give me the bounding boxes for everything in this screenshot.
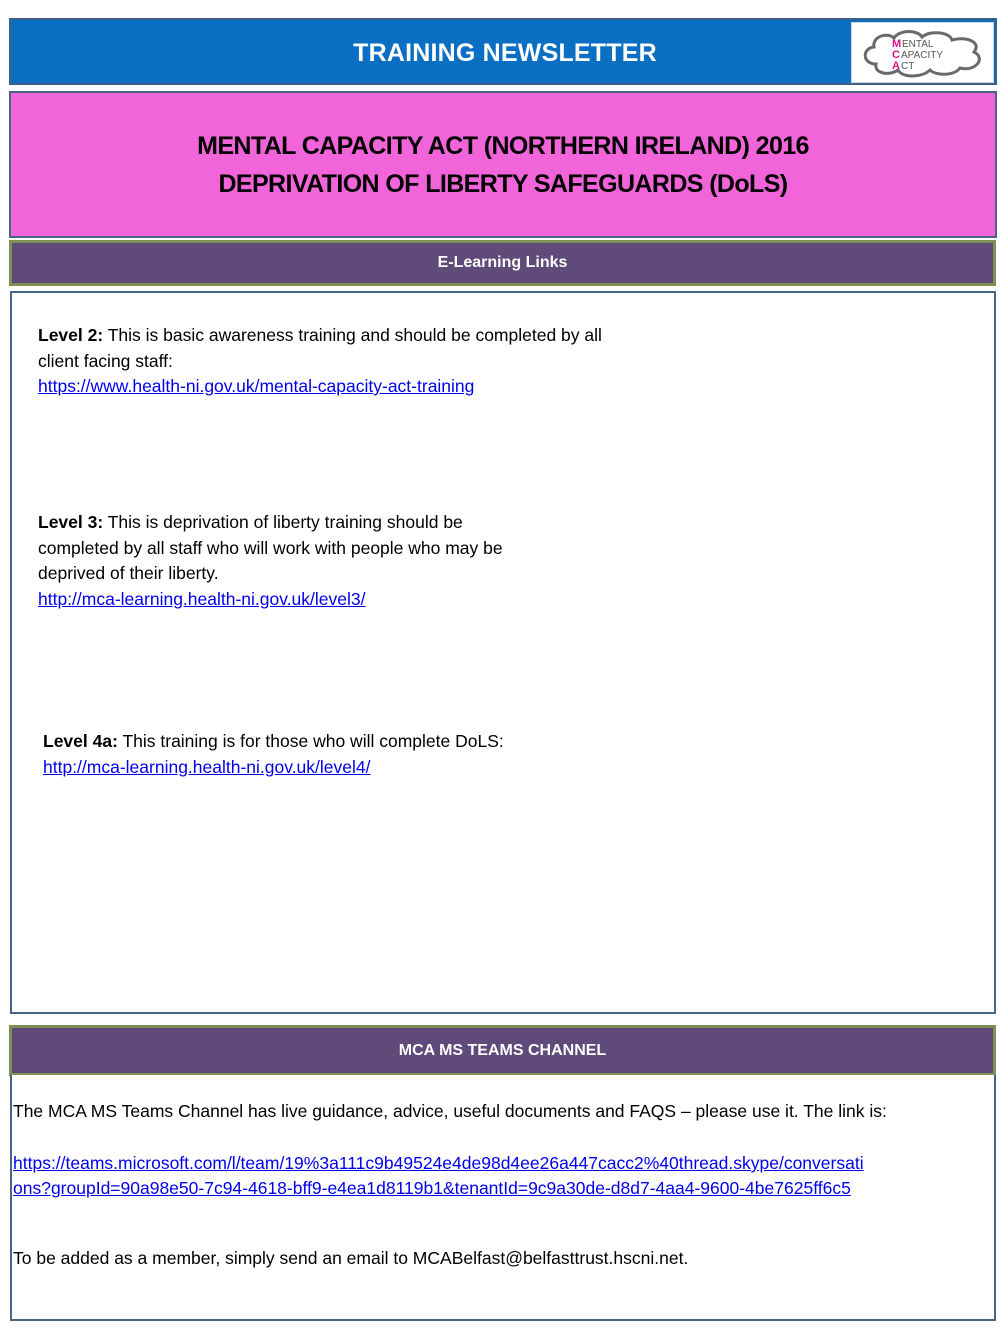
teams-intro: The MCA MS Teams Channel has live guidance, advice, useful documents and FAQS – please use it. The link is:: [13, 1101, 887, 1121]
banner-title-line-2: DEPRIVATION OF LIBERTY SAFEGUARDS (DoLS): [218, 169, 788, 198]
level-4a-link[interactable]: http://mca-learning.health-ni.gov.uk/level4/: [43, 756, 371, 777]
teams-link-line-2[interactable]: ons?groupId=90a98e50-7c94-4618-bff9-e4ea1d8119b1&tenantId=9c9a30de-d8d7-4aa4-9600-4be7625ff6c5: [13, 1178, 851, 1198]
svg-text:ENTAL: ENTAL: [902, 39, 934, 50]
level-2-label: Level 2:: [38, 325, 104, 345]
svg-text:A: A: [892, 60, 900, 72]
svg-text:M: M: [892, 38, 902, 50]
mca-logo: [851, 22, 994, 83]
level-4a-label: Level 4a:: [43, 731, 118, 751]
level-2-entry: [38, 323, 618, 400]
level-2-link[interactable]: https://www.health-ni.gov.uk/mental-capacity-act-training: [38, 376, 475, 396]
title-banner: [9, 91, 997, 238]
level-3-label: Level 3:: [38, 512, 104, 532]
teams-section: [10, 1075, 996, 1321]
teams-section-heading: MCA MS TEAMS CHANNEL: [9, 1025, 996, 1076]
newsletter-header: [9, 18, 997, 85]
banner-title-line-1: MENTAL CAPACITY ACT (NORTHERN IRELAND) 2016: [197, 131, 809, 160]
level-3-description: This is deprivation of liberty training should be completed by all staff who will work with people who may be deprived of their liberty.: [38, 512, 503, 583]
level-3-link[interactable]: http://mca-learning.health-ni.gov.uk/level3/: [38, 588, 366, 609]
svg-text:CT: CT: [901, 61, 915, 72]
teams-link-line-1[interactable]: https://teams.microsoft.com/l/team/19%3a111c9b49524e4de98d4ee26a447cacc2%40thread.skype/conversati: [13, 1153, 864, 1173]
elearning-section-heading: E-Learning Links: [9, 240, 996, 286]
level-2-description: This is basic awareness training and should be completed by all client facing staff:: [38, 325, 602, 371]
svg-text:C: C: [892, 49, 900, 61]
level-3-entry: [38, 510, 538, 612]
newsletter-title: TRAINING NEWSLETTER: [353, 39, 657, 67]
elearning-section: [10, 291, 996, 1014]
svg-text:APACITY: APACITY: [901, 50, 944, 61]
level-4a-description: This training is for those who will complete DoLS:: [117, 731, 504, 751]
mca-cloud-logo-icon: [856, 26, 991, 81]
teams-member-note: To be added as a member, simply send an email to MCABelfast@belfasttrust.hscni.net.: [13, 1248, 689, 1268]
level-4a-entry: [43, 729, 513, 780]
